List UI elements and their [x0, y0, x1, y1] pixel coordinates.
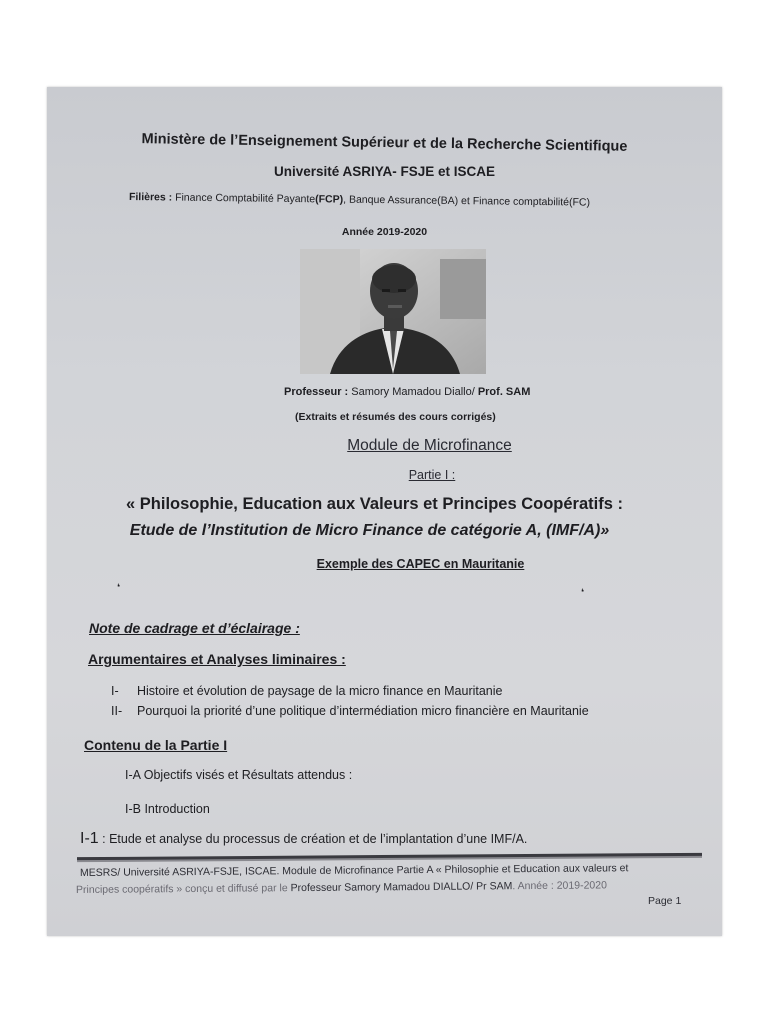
- footer-line1: MESRS/ Université ASRIYA-FSJE, ISCAE. Module de Microfinance Partie A « Philosophie et Education aux valeurs et: [79, 862, 629, 879]
- list-item: [111, 704, 589, 718]
- footer-line2-c: . Année : 2019-2020: [512, 879, 607, 893]
- academic-year: Année 2019-2020: [341, 226, 428, 238]
- section-i1-number: I-1: [80, 830, 99, 847]
- document-page: [47, 87, 722, 936]
- professor-name: Samory Mamadou Diallo/: [348, 386, 478, 398]
- university-heading: Université ASRIYA- FSJE et ISCAE: [273, 164, 496, 179]
- filieres-label: Filières :: [128, 191, 173, 204]
- example-heading: Exemple des CAPEC en Mauritanie: [316, 557, 525, 571]
- professor-label: Professeur :: [284, 386, 349, 398]
- contenu-item: I-A Objectifs visés et Résultats attendus :: [125, 768, 353, 782]
- filieres-text-2: , Banque Assurance(BA) et Finance comptabilité(FC): [343, 193, 591, 209]
- footer-line2-a: Principes coopératifs » conçu et diffusé par le: [75, 882, 291, 896]
- main-title-line1: « Philosophie, Education aux Valeurs et Principes Coopératifs :: [126, 495, 623, 513]
- section-contenu: Contenu de la Partie I: [84, 737, 228, 753]
- professor-photo: [300, 249, 486, 374]
- section-i1-text: : Etude et analyse du processus de création et de l’implantation d’une IMF/A.: [98, 832, 528, 846]
- filieres-code-1: (FCP): [315, 193, 344, 206]
- professor-short: Prof. SAM: [477, 386, 531, 398]
- main-title-line2: Etude de l’Institution de Micro Finance de catégorie A, (IMF/A)»: [129, 522, 610, 539]
- list-item: [111, 684, 503, 698]
- page-number: Page 1: [648, 895, 682, 907]
- portrait-image: [300, 249, 486, 374]
- filieres-text-1: Finance Comptabilité Payante: [172, 191, 316, 206]
- professor-line: [284, 386, 530, 398]
- footer-line2: [76, 879, 607, 896]
- ministry-heading: Ministère de l’Enseignement Supérieur et de la Recherche Scientifique: [141, 131, 628, 155]
- part-label: Partie I :: [408, 468, 456, 482]
- section-argumentaires: Argumentaires et Analyses liminaires :: [88, 651, 346, 667]
- footer-divider: [77, 853, 702, 860]
- list-item-number: I-: [111, 684, 119, 698]
- course-subtitle: (Extraits et résumés des cours corrigés): [295, 411, 496, 423]
- contenu-item: I-B Introduction: [125, 802, 210, 816]
- scan-mark: ❛: [117, 582, 121, 592]
- list-item-text: Pourquoi la priorité d’une politique d’intermédiation micro financière en Mauritanie: [137, 704, 589, 718]
- section-note: Note de cadrage et d’éclairage :: [89, 620, 300, 636]
- section-i1: [80, 830, 527, 848]
- footer-line2-b: Professeur Samory Mamadou DIALLO/ Pr SAM: [290, 880, 513, 895]
- module-title: Module de Microfinance: [347, 437, 512, 454]
- filieres-line: [129, 191, 590, 209]
- list-item-number: II-: [111, 704, 123, 718]
- list-item-text: Histoire et évolution de paysage de la micro finance en Mauritanie: [137, 684, 503, 698]
- scan-mark: ❛: [581, 587, 585, 597]
